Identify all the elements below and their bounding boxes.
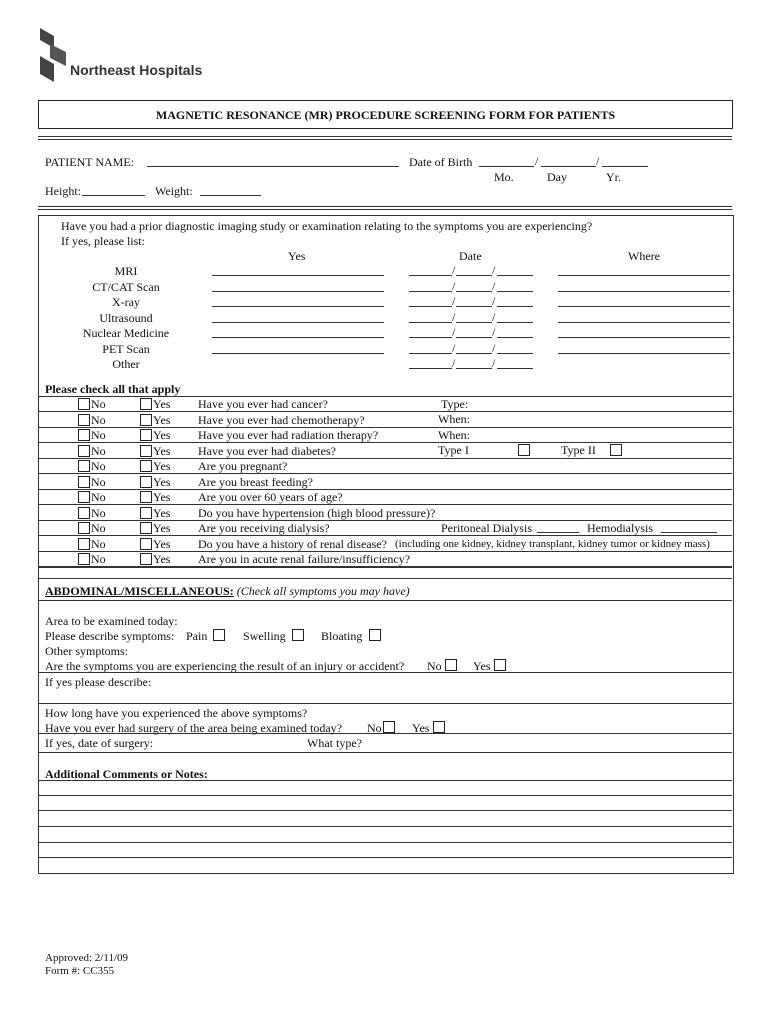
checklist-question: Do you have a history of renal disease? xyxy=(198,537,387,551)
peritoneal-dialysis-label: Peritoneal Dialysis xyxy=(441,521,532,535)
patient-name-field[interactable] xyxy=(147,166,399,167)
weight-label: Weight: xyxy=(155,184,193,198)
no-label: No xyxy=(91,552,106,566)
no-checkbox[interactable] xyxy=(78,538,90,550)
prior-imaging-question: Have you had a prior diagnostic imaging study or examination relating to the symptoms you are experiencing? xyxy=(61,219,593,233)
comment-line[interactable] xyxy=(38,780,732,781)
no-checkbox[interactable] xyxy=(78,460,90,472)
date-separator: / xyxy=(492,356,496,370)
no-checkbox[interactable] xyxy=(78,445,90,457)
study-date-field[interactable] xyxy=(456,337,492,338)
no-label: No xyxy=(91,459,106,473)
row-rule xyxy=(38,489,732,490)
row-rule xyxy=(38,703,732,704)
injury-no-checkbox[interactable] xyxy=(445,659,457,671)
study-yes-field[interactable] xyxy=(212,353,384,354)
checklist-question: Have you ever had diabetes? xyxy=(198,444,336,458)
height-field[interactable] xyxy=(82,195,145,196)
dob-mo-caption: Mo. xyxy=(494,170,514,184)
study-date-field[interactable] xyxy=(497,275,533,276)
date-separator: / xyxy=(452,263,456,277)
study-date-field[interactable] xyxy=(409,337,452,338)
yes-checkbox[interactable] xyxy=(140,491,152,503)
no-label: No xyxy=(91,428,106,442)
surgery-question-post: ? xyxy=(336,721,343,735)
row-rule xyxy=(38,504,732,505)
diabetes-type1-label: Type I xyxy=(438,443,469,457)
study-date-field[interactable] xyxy=(497,306,533,307)
injury-yes-checkbox[interactable] xyxy=(494,659,506,671)
checklist-heading: Please check all that apply xyxy=(45,382,181,396)
injury-no-label: No xyxy=(427,659,442,673)
renal-detail: (including one kidney, kidney transplant, kidney tumor or kidney mass) xyxy=(395,538,710,550)
patient-name-label: PATIENT NAME: xyxy=(45,155,135,169)
dob-day-caption: Day xyxy=(547,170,567,184)
study-label: PET Scan xyxy=(102,342,150,356)
row-rule xyxy=(38,600,732,601)
date-separator: / xyxy=(452,341,456,355)
study-yes-field[interactable] xyxy=(212,291,384,292)
divider xyxy=(38,206,732,210)
checklist-question: Are you pregnant? xyxy=(198,459,288,473)
study-date-field[interactable] xyxy=(409,322,452,323)
if-yes-describe-label: If yes please describe: xyxy=(45,675,152,689)
col-date-heading: Date xyxy=(459,249,482,263)
yes-checkbox[interactable] xyxy=(140,553,152,565)
no-label: No xyxy=(91,444,106,458)
what-type-label: What type? xyxy=(307,736,362,750)
study-date-field[interactable] xyxy=(409,306,452,307)
area-examined-label: Area to be examined today: xyxy=(45,614,178,628)
no-checkbox[interactable] xyxy=(78,507,90,519)
diabetes-type2-label: Type II xyxy=(561,443,596,457)
date-separator: / xyxy=(452,310,456,324)
study-label: Nuclear Medicine xyxy=(82,326,170,340)
row-rule xyxy=(38,442,732,443)
study-date-field[interactable] xyxy=(456,291,492,292)
yes-checkbox[interactable] xyxy=(140,460,152,472)
yes-checkbox[interactable] xyxy=(140,429,152,441)
study-date-field[interactable] xyxy=(456,368,492,369)
study-label: Other xyxy=(112,357,140,371)
study-date-field[interactable] xyxy=(456,306,492,307)
abdominal-subheading: (Check all symptoms you may have) xyxy=(236,584,410,598)
no-label: No xyxy=(91,506,106,520)
study-date-field[interactable] xyxy=(497,368,533,369)
dob-day-field[interactable] xyxy=(541,166,596,167)
yes-label: Yes xyxy=(153,490,171,504)
yes-checkbox[interactable] xyxy=(140,538,152,550)
surgery-yes-checkbox[interactable] xyxy=(433,721,445,733)
pain-checkbox[interactable] xyxy=(213,629,225,641)
no-checkbox[interactable] xyxy=(78,429,90,441)
bloating-checkbox[interactable] xyxy=(369,629,381,641)
study-where-field[interactable] xyxy=(558,275,730,276)
date-separator: / xyxy=(492,341,496,355)
checklist-question: Do you have hypertension (high blood pressure)? xyxy=(198,506,436,520)
study-where-field[interactable] xyxy=(558,337,730,338)
row-rule xyxy=(38,578,732,579)
study-where-field[interactable] xyxy=(558,291,730,292)
checklist-question: Have you ever had radiation therapy? xyxy=(198,428,379,442)
yes-label: Yes xyxy=(153,397,171,411)
date-separator: / xyxy=(492,310,496,324)
study-date-field[interactable] xyxy=(456,353,492,354)
date-separator: / xyxy=(492,263,496,277)
no-checkbox[interactable] xyxy=(78,398,90,410)
checklist-question: Are you breast feeding? xyxy=(198,475,313,489)
comments-heading: Additional Comments or Notes: xyxy=(45,767,208,781)
no-checkbox[interactable] xyxy=(78,522,90,534)
study-where-field[interactable] xyxy=(558,353,730,354)
checklist-question: Are you over 60 years of age? xyxy=(198,490,343,504)
study-yes-field[interactable] xyxy=(212,275,384,276)
study-yes-field[interactable] xyxy=(212,306,384,307)
row-rule xyxy=(38,458,732,459)
row-rule xyxy=(38,733,732,734)
height-label: Height: xyxy=(45,184,81,198)
yes-label: Yes xyxy=(153,428,171,442)
divider xyxy=(38,136,732,140)
study-date-field[interactable] xyxy=(456,322,492,323)
study-date-field[interactable] xyxy=(497,353,533,354)
date-separator: / xyxy=(452,356,456,370)
col-where-heading: Where xyxy=(628,249,660,263)
checklist-question: Have you ever had cancer? xyxy=(198,397,328,411)
surgery-yes-label: Yes xyxy=(412,721,430,735)
form-number: Form #: CC355 xyxy=(45,965,115,977)
study-date-field[interactable] xyxy=(497,322,533,323)
chemo-when-label: When: xyxy=(438,412,470,426)
study-date-field[interactable] xyxy=(409,291,452,292)
bloating-label: Bloating xyxy=(321,629,363,643)
radiation-when-label: When: xyxy=(438,428,470,442)
other-symptoms-label: Other symptoms: xyxy=(45,644,128,658)
col-yes-heading: Yes xyxy=(288,249,306,263)
how-long-label: How long have you experienced the above symptoms? xyxy=(45,706,308,720)
yes-checkbox[interactable] xyxy=(140,414,152,426)
yes-label: Yes xyxy=(153,537,171,551)
yes-checkbox[interactable] xyxy=(140,398,152,410)
weight-field[interactable] xyxy=(200,195,261,196)
hemodialysis-field[interactable] xyxy=(661,532,717,533)
study-label: CT/CAT Scan xyxy=(92,280,160,294)
logo-text: Northeast Hospitals xyxy=(70,62,203,78)
swelling-label: Swelling xyxy=(243,629,286,643)
checklist-question: Are you receiving dialysis? xyxy=(198,521,330,535)
study-date-field[interactable] xyxy=(456,275,492,276)
row-rule xyxy=(38,672,732,673)
hemodialysis-label: Hemodialysis xyxy=(587,521,653,535)
study-date-field[interactable] xyxy=(497,337,533,338)
comment-line[interactable] xyxy=(38,842,732,843)
surgery-question-area: area being examined today xyxy=(207,721,337,735)
study-where-field[interactable] xyxy=(558,306,730,307)
study-date-field[interactable] xyxy=(409,275,452,276)
injury-yes-label: Yes xyxy=(473,659,491,673)
date-separator: / xyxy=(492,294,496,308)
study-label: Ultrasound xyxy=(99,311,153,325)
date-separator: / xyxy=(452,294,456,308)
yes-label: Yes xyxy=(153,413,171,427)
date-separator: / xyxy=(492,279,496,293)
diabetes-type1-checkbox[interactable] xyxy=(518,444,530,456)
study-date-field[interactable] xyxy=(409,353,452,354)
yes-label: Yes xyxy=(153,521,171,535)
row-rule xyxy=(38,752,732,753)
date-separator: / xyxy=(492,325,496,339)
surgery-question-pre: Have you ever had surgery of the xyxy=(45,721,205,735)
no-checkbox[interactable] xyxy=(78,476,90,488)
date-separator: / xyxy=(452,325,456,339)
checklist-question: Have you ever had chemotherapy? xyxy=(198,413,365,427)
no-label: No xyxy=(91,490,106,504)
study-yes-field[interactable] xyxy=(212,337,384,338)
pain-label: Pain xyxy=(186,629,208,643)
swelling-checkbox[interactable] xyxy=(292,629,304,641)
dob-month-field[interactable] xyxy=(479,166,534,167)
comment-line[interactable] xyxy=(38,826,732,827)
yes-checkbox[interactable] xyxy=(140,476,152,488)
row-rule xyxy=(38,396,732,397)
row-rule xyxy=(38,427,732,428)
study-label: MRI xyxy=(114,264,138,278)
peritoneal-dialysis-field[interactable] xyxy=(537,532,579,533)
date-separator: / xyxy=(452,279,456,293)
logo-mark-icon xyxy=(36,26,70,84)
yes-label: Yes xyxy=(153,552,171,566)
injury-question: Are the symptoms you are experiencing the result of an injury or accident? xyxy=(45,659,405,673)
dob-year-field[interactable] xyxy=(602,166,648,167)
dob-yr-caption: Yr. xyxy=(606,170,621,184)
comment-line[interactable] xyxy=(38,795,732,796)
no-label: No xyxy=(91,397,106,411)
study-yes-field[interactable] xyxy=(212,322,384,323)
yes-label: Yes xyxy=(153,475,171,489)
describe-symptoms-label: Please describe symptoms: xyxy=(45,629,175,643)
abdominal-heading-row xyxy=(45,584,410,599)
prior-imaging-if-yes: If yes, please list: xyxy=(61,234,145,248)
surgery-no-label: No xyxy=(367,721,382,735)
no-checkbox[interactable] xyxy=(78,491,90,503)
dob-label: Date of Birth xyxy=(409,155,473,169)
study-label: X-ray xyxy=(112,295,140,309)
diabetes-type2-checkbox[interactable] xyxy=(610,444,622,456)
comment-line[interactable] xyxy=(38,810,732,811)
no-label: No xyxy=(91,475,106,489)
comment-line[interactable] xyxy=(38,857,732,858)
form-title: MAGNETIC RESONANCE (MR) PROCEDURE SCREENING FORM FOR PATIENTS xyxy=(155,108,616,122)
yes-label: Yes xyxy=(153,459,171,473)
row-rule xyxy=(38,473,732,474)
row-rule xyxy=(38,567,732,568)
no-label: No xyxy=(91,537,106,551)
study-where-field[interactable] xyxy=(558,322,730,323)
no-checkbox[interactable] xyxy=(78,553,90,565)
yes-checkbox[interactable] xyxy=(140,522,152,534)
study-date-field[interactable] xyxy=(409,368,452,369)
no-label: No xyxy=(91,413,106,427)
approved-date: Approved: 2/11/09 xyxy=(45,952,128,964)
abdominal-heading: ABDOMINAL/MISCELLANEOUS: xyxy=(45,584,234,598)
date-of-surgery-label: If yes, date of surgery: xyxy=(45,736,154,750)
title-box xyxy=(38,100,733,129)
cancer-type-label: Type: xyxy=(441,397,469,411)
no-checkbox[interactable] xyxy=(78,414,90,426)
no-label: No xyxy=(91,521,106,535)
row-rule xyxy=(38,411,732,412)
checklist-question: Are you in acute renal failure/insufficiency? xyxy=(198,552,411,566)
surgery-no-checkbox[interactable] xyxy=(383,721,395,733)
yes-label: Yes xyxy=(153,444,171,458)
yes-label: Yes xyxy=(153,506,171,520)
yes-checkbox[interactable] xyxy=(140,445,152,457)
yes-checkbox[interactable] xyxy=(140,507,152,519)
study-date-field[interactable] xyxy=(497,291,533,292)
